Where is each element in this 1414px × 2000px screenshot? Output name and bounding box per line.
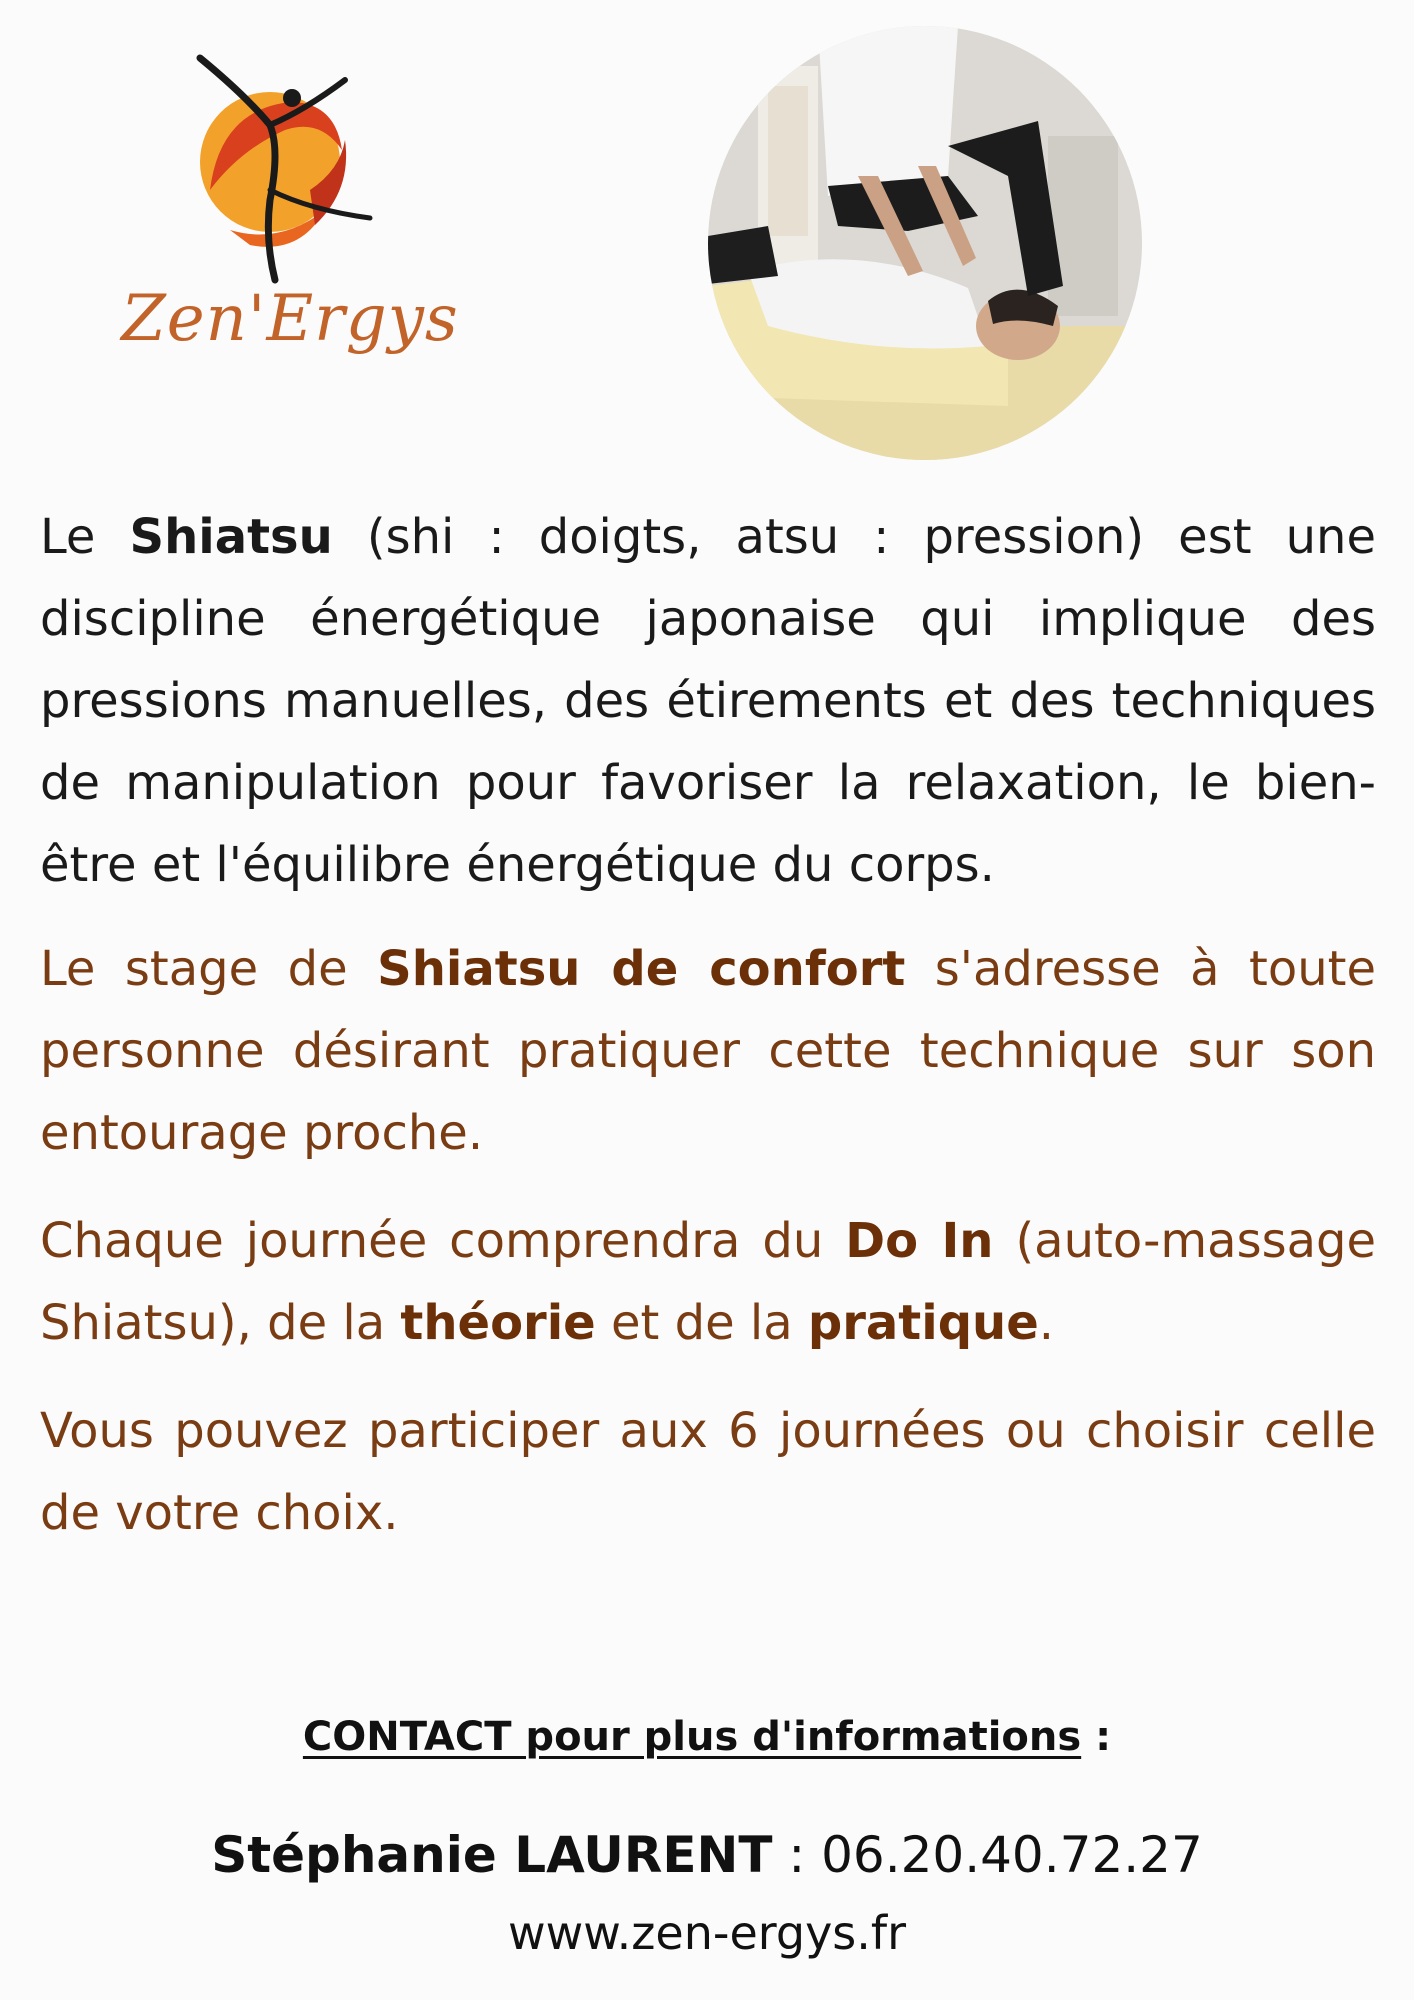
website-link[interactable]: www.zen-ergys.fr <box>508 1906 906 1960</box>
main-content <box>40 496 1376 1554</box>
stage-paragraph: Le stage de Shiatsu de confort s'adresse à toute personne désirant pratiquer cette technique sur son entourage proche. <box>40 941 1377 1161</box>
contact-phone[interactable]: 06.20.40.72.27 <box>821 1826 1203 1884</box>
contact-heading: CONTACT pour plus d'informations : <box>302 1714 1112 1760</box>
stage-name: Shiatsu de confort <box>377 941 906 997</box>
contact-person: Stéphanie LAURENT : 06.20.40.72.27 <box>211 1826 1203 1884</box>
shiatsu-term: Shiatsu <box>129 509 333 565</box>
intro-paragraph: Le Shiatsu (shi : doigts, atsu : pression) est une discipline énergétique japonaise qui implique des pressions manuelles, des étirements et des techniques de manipulation pour favoriser la relaxation, le bien-être et l'équilibre énergétique du corps. <box>40 509 1376 893</box>
brand-name: Zen'Ergys <box>121 282 459 356</box>
choix-paragraph: Vous pouvez participer aux 6 journées ou choisir celle de votre choix. <box>40 1403 1376 1541</box>
journee-paragraph: Chaque journée comprendra du Do In (auto-massage Shiatsu), de la théorie et de la pratique. <box>40 1213 1376 1351</box>
shiatsu-session-photo <box>708 26 1142 460</box>
contact-name: Stéphanie LAURENT <box>211 1826 773 1884</box>
